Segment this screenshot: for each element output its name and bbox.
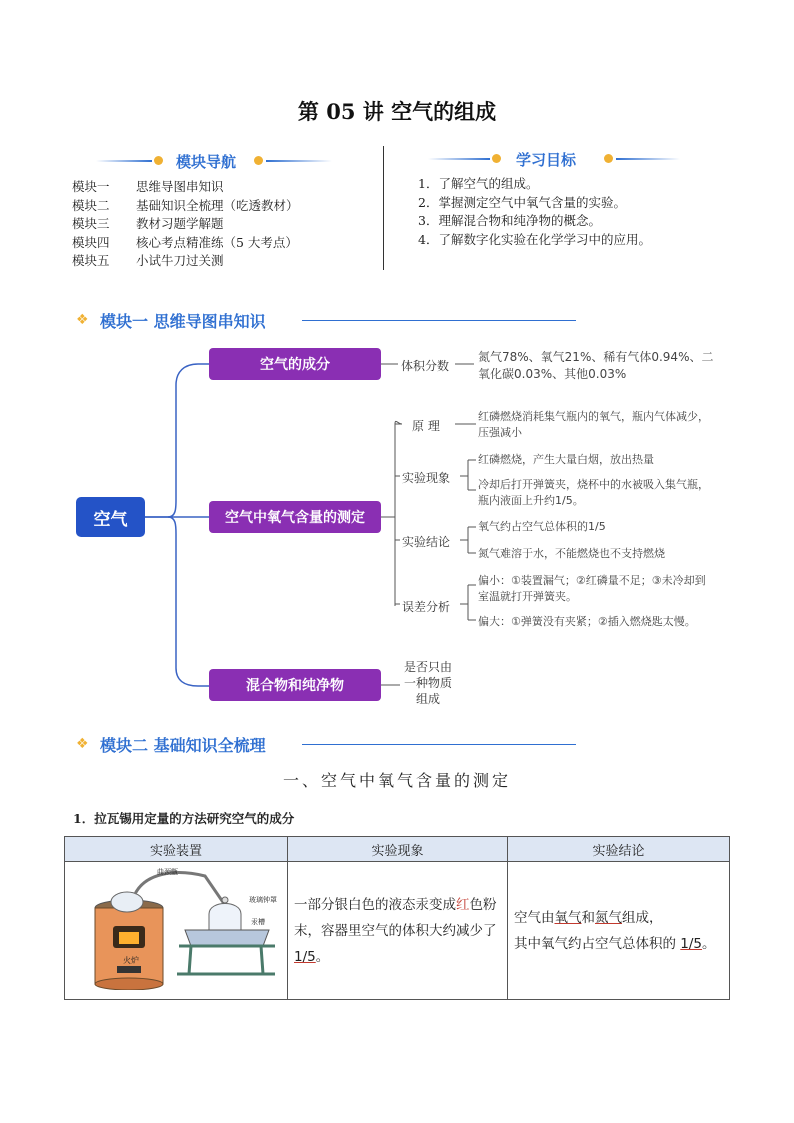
leaf-principle [478,409,709,440]
nav-item-text: 小试牛刀过关测 [136,253,224,268]
nav-item-text: 教材习题学解题 [136,216,224,231]
diamond-icon: ❖ [76,736,89,752]
goals-header-label: 学习目标 [516,151,577,169]
question-title: 1．拉瓦锡用定量的方法研究空气的成分 [73,811,295,826]
connector-error-leaves [460,585,476,620]
section2-rule [302,744,576,745]
nav-item-key: 模块二 [72,197,110,213]
phenomenon-red-word: 红 [456,896,470,913]
mindmap-branch-mixture: 混合物和纯净物 [209,669,381,701]
leaf-line: 瓶内液面上升约1/5。 [478,493,584,507]
nav-header-line-right [266,160,332,162]
nav-item-key: 模块四 [72,234,110,250]
mindmap-branch-composition: 空气的成分 [209,348,381,380]
cell-conclusion [508,862,730,1000]
goal-item: 3．理解混合物和纯净物的概念。 [418,213,601,228]
section1-rule [302,320,576,321]
leaf-line: 冷却后打开弹簧夹，烧杯中的水被吸入集气瓶， [478,478,709,491]
cell-apparatus [65,862,288,1000]
leaf-conclusion-2: 氮气难溶于水，不能燃烧也不支持燃烧 [478,547,665,560]
label-single-substance [401,659,455,707]
furnace-label: 火炉 [123,956,139,965]
leaf-phenomenon-1: 红磷燃烧，产生大量白烟，放出热量 [478,453,654,466]
conclusion-end: 。 [702,935,716,952]
goals-header-line-right [616,158,680,160]
retort-label: 曲颈甑 [157,868,178,876]
phenomenon-fraction: 1/5 [294,948,316,965]
nav-item[interactable] [72,215,299,234]
goal-item: 2．掌握测定空气中氧气含量的实验。 [418,194,626,210]
conclusion-text: 其中氧气约占空气总体积的 [514,935,681,952]
trough-label: 汞槽 [251,918,265,926]
goal-item: 1．了解空气的组成。 [418,176,539,191]
label-phenomenon: 实验现象 [402,471,451,485]
nav-header [96,151,332,171]
goal-item: 4．了解数字化实验在化学学习中的应用。 [418,231,651,247]
leaf-line: 室温就打开弹簧夹。 [478,589,577,603]
conclusion-line-2 [514,931,723,957]
nav-item[interactable] [72,197,299,216]
label-conclusion: 实验结论 [402,535,451,549]
cell-phenomenon [288,862,508,1000]
nav-item-key: 模块一 [72,179,110,194]
mindmap-branch-oxygen-test: 空气中氧气含量的测定 [209,501,381,533]
connector-phenomenon-leaves [460,460,476,490]
label-volume-fraction: 体积分数 [401,359,450,373]
goals-list [418,175,651,249]
header-conclusion: 实验结论 [508,837,730,862]
experiment-table [64,836,730,1000]
leaf-line: 氧化碳0.03%、其他0.03% [478,367,627,381]
table-row [65,862,730,1000]
section1-title: 模块一 思维导图串知识 [100,312,266,331]
leaf-phenomenon-2 [478,477,709,508]
nav-item[interactable] [72,252,299,271]
conclusion-text: 空气由 [514,909,555,926]
phenomenon-end: 。 [315,948,330,965]
label-error-analysis: 误差分析 [402,600,451,614]
connector-root-branch1 [145,364,209,517]
leaf-line: 偏小：①装置漏气；②红磷量不足；③未冷却到 [478,574,706,587]
nav-item[interactable] [72,234,299,253]
leaf-error-2: 偏大：①弹簧没有夹紧；②插入燃烧匙太慢。 [478,615,696,628]
table-header-row [65,837,730,862]
nav-item-text: 思维导图串知识 [136,179,224,194]
conclusion-fraction: 1/5 [680,935,703,952]
leaf-error-1 [478,573,706,604]
nav-header-dot-left [154,156,163,165]
connector-root-branch3 [168,517,209,686]
leaf-composition [478,349,713,383]
header-apparatus: 实验装置 [65,837,288,862]
header-phenomenon: 实验现象 [288,837,508,862]
nav-header-dot-right [254,156,263,165]
leaf-line: 压强减小 [478,425,522,439]
conclusion-text: 和 [581,909,595,926]
conclusion-gas-nitrogen: 氮气 [595,909,622,926]
label-line: 一种物质 [403,676,452,690]
nav-header-line-left [96,160,152,162]
nav-item-text: 核心考点精准练（5 大考点） [136,234,298,250]
mindmap-root: 空气 [76,497,145,537]
leaf-conclusion-1: 氧气约占空气总体积的1/5 [478,520,606,533]
nav-header-label: 模块导航 [176,153,237,171]
connector-conclusion-leaves [460,527,476,553]
diamond-icon: ❖ [76,312,89,328]
conclusion-text: 组成， [622,909,663,926]
goals-header-line-left [428,158,490,160]
goals-header-dot-right [604,154,613,163]
nav-item-key: 模块三 [72,216,110,231]
section1-banner [76,309,576,331]
lavoisier-apparatus-illustration [65,862,287,990]
nav-list [72,178,299,271]
label-line: 是否只由 [403,660,452,674]
section2-banner [76,733,576,755]
subsection-title: 一、空气中氧气含量的测定 [282,771,511,790]
leaf-line: 红磷燃烧消耗集气瓶内的氧气，瓶内气体减少， [478,410,709,423]
nav-item-key: 模块五 [72,253,110,268]
nav-item[interactable] [72,178,299,197]
page-title: 第 05 讲 空气的组成 [297,99,497,124]
conclusion-line-1 [514,905,723,931]
bell-jar-label: 玻璃钟罩 [249,896,277,904]
section2-title: 模块二 基础知识全梳理 [100,736,266,755]
leaf-line: 氮气78%、氧气21%、稀有气体0.94%、二 [478,350,714,364]
header-divider [383,146,384,270]
conclusion-gas-oxygen: 氧气 [554,909,582,926]
label-line: 组成 [415,692,440,706]
nav-item-text: 基础知识全梳理（吃透教材） [136,197,299,213]
goals-header-dot-left [492,154,501,163]
phenomenon-text: 色粉末，容器里空气的体积大约减少了 [294,896,497,939]
goals-header [428,149,680,169]
label-principle: 原 理 [412,419,440,433]
phenomenon-text: 一部分银白色的液态汞变成 [294,896,456,913]
